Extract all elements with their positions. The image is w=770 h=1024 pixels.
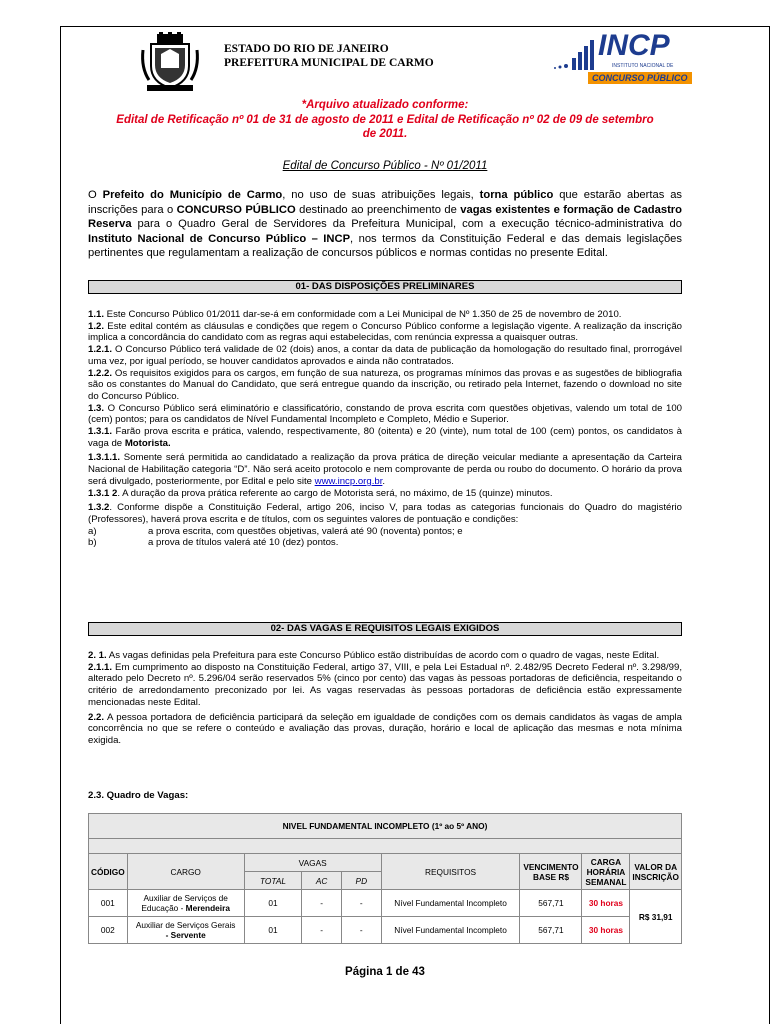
col-valor: VALOR DA INSCRIÇÃO (630, 854, 682, 890)
clause-2-1-1 (88, 662, 682, 709)
cell-ac: - (302, 890, 342, 917)
clause-number: 1.3.2 (88, 502, 110, 514)
cell-cargo (127, 917, 244, 944)
clause-text: . Conforme dispõe a Constituição Federal, artigo 206, inciso V, para todas as categorias funcionais do Quadro do magistério (Professores), haverá prova escrita e de títulos, com os seguintes valores de pontuação e condições: (88, 502, 682, 525)
cell-vencimento: 567,71 (520, 890, 582, 917)
col-codigo: CÓDIGO (89, 854, 128, 890)
logo-brand: INCP (598, 29, 670, 62)
col-cargo: CARGO (127, 854, 244, 890)
page-number: Página 1 de 43 (345, 966, 425, 978)
clause-2-2 (88, 712, 682, 747)
cell-cargo (127, 890, 244, 917)
clause-number: 1.3.1 2 (88, 487, 118, 499)
clause-1-2-1 (88, 344, 682, 367)
intro-paragraph (88, 188, 682, 261)
clause-number: 2.2. (88, 711, 105, 723)
clause-number: 1.3. (88, 402, 105, 414)
clause-1-3 (88, 403, 682, 426)
incp-logo (552, 30, 692, 88)
notice-line2: Edital de Retificação nº 01 de 31 de agosto de 2011 e Edital de Retificação nº 02 de 09 de setembro (116, 113, 654, 126)
table-spacer-row (89, 839, 682, 854)
col-vagas: VAGAS (244, 854, 381, 872)
clause-1-3-1 (88, 426, 682, 449)
clause-1-2 (88, 321, 682, 344)
clause-text: Este edital contém as cláusulas e condições que regem o Concurso Público conforme a legislação vigente. A realização da inscrição implica a concordância do candidato com as regras aqui estabelecidas, com renúncia expressa a quaisquer outras. (88, 320, 682, 344)
cell-pd: - (341, 890, 381, 917)
clause-text: O Concurso Público terá validade de 02 (dois) anos, a contar da data de publicação da homologação do resultado final, prorrogável uma vez, por igual período, se houver candidatos aprovados e ainda não contratados. (88, 344, 682, 367)
cell-codigo: 002 (89, 917, 128, 944)
intro-text: destinado ao preenchimento de (295, 203, 461, 216)
edital-title: Edital de Concurso Público - Nº 01/2011 (282, 160, 488, 172)
clause-text: O Concurso Público será eliminatório e classificatório, constando de prova escrita com questões objetivas, valendo um total de 100 (cem) pontos; para os candidatos de Nível Fundamental Incompleto e Completo, Médio e Superior. (88, 402, 682, 426)
clause-text: . (382, 475, 386, 487)
cell-requisitos: Nível Fundamental Incompleto (381, 917, 520, 944)
clause-1-3-1-1 (88, 452, 682, 487)
clause-text: Farão prova escrita e prática, valendo, respectivamente, 80 (oitenta) e 20 (vinte), num total de 100 (cem) pontos, os candidatos à vaga de (88, 426, 682, 449)
cell-valor: R$ 31,91 (630, 890, 682, 944)
section1-body (88, 309, 682, 549)
col-requisitos: REQUISITOS (381, 854, 520, 890)
cargo-text: Auxiliar de Serviços Gerais (135, 920, 236, 930)
header-state: ESTADO DO RIO DE JANEIRO (224, 43, 389, 55)
clause-1-3-1-2 (88, 488, 682, 500)
clause-text: . A duração da prova prática referente ao cargo de Motorista será, no máximo, de 15 (quinze) minutos. (117, 487, 553, 499)
section2-body (88, 650, 682, 747)
vagas-table (88, 813, 682, 944)
clause-text: Os requisitos exigidos para os cargos, em função de sua natureza, os programas mínimos das provas e as sugestões de bibliografia são os constantes do Manual do Candidato, que será entregue quando da inscrição, ou retirado pela Internet, fazendo o download no site do Concurso Público. (88, 367, 682, 402)
clause-bold: Motorista. (124, 437, 171, 449)
clause-number: 1.3.1. (88, 426, 113, 438)
cell-requisitos: Nível Fundamental Incompleto (381, 890, 520, 917)
clause-number: 1.2.2. (88, 367, 113, 379)
clause-number: 1.3.1.1. (88, 452, 121, 464)
cell-carga: 30 horas (582, 890, 630, 917)
clause-1-1 (88, 309, 682, 321)
col-carga: CARGA HORÁRIA SEMANAL (582, 854, 630, 890)
intro-text: para o Quadro Geral de Servidores da Prefeitura Municipal, com a execução técnico-administrativa do (131, 218, 682, 231)
col-pd: PD (341, 872, 381, 890)
header-prefeitura: PREFEITURA MUNICIPAL DE CARMO (224, 57, 434, 69)
intro-text: O (88, 189, 103, 201)
cell-vencimento: 567,71 (520, 917, 582, 944)
col-total: TOTAL (244, 872, 302, 890)
notice-line3: de 2011. (362, 128, 408, 140)
col-vencimento: VENCIMENTO BASE R$ (520, 854, 582, 890)
clause-2-3: 2.3. Quadro de Vagas: (88, 790, 189, 801)
incp-site-link[interactable]: www.incp.org.br (314, 475, 383, 487)
clause-number: 1.2.1. (88, 344, 113, 356)
intro-text: , nos termos da Constituição Federal e das demais legislações pertinentes que regulamentam a realização de concursos públicos e normas contidas no presente Edital. (88, 232, 682, 260)
cargo-text: Auxiliar de Serviços de Educação - (141, 893, 228, 913)
clause-text: Em cumprimento ao disposto na Constituição Federal, artigo 37, VIII, e pela Lei Estadual nº. 2.482/95 Decreto Federal nº. 3.298/99, alterado pelo Decreto nº. 5.296/04 serão reservados 5% (cinco por cento) das vagas às pessoas portadoras de deficiência, respeitando o critério de arredondamento preconizado por lei. As vagas reservadas às pessoas portadoras de deficiência estão expressamente mencionadas neste Edital. (88, 661, 682, 708)
clause-1-2-2 (88, 368, 682, 403)
intro-text: , no uso de suas atribuições legais, (282, 189, 480, 201)
intro-bold: Prefeito do Município de Carmo (102, 189, 283, 201)
table-header-row (89, 854, 682, 872)
clause-text: A pessoa portadora de deficiência participará da seleção em igualdade de condições com os demais candidatos às vagas de ampla concorrência no que se refere o conteúdo e avaliação das provas, duração, horário e local de aplicação das mesmas e nota mínima exigida. (88, 711, 682, 746)
col-ac: AC (302, 872, 342, 890)
logo-sub1: INSTITUTO NACIONAL DE (612, 63, 674, 69)
clause-1-3-2 (88, 502, 682, 525)
list-item-label: a) (88, 525, 97, 537)
list-item (88, 537, 682, 549)
clause-text: Somente será permitida ao candidatado a realização da prova prática de direção veicular mediante a apresentação da Carteira Nacional de Habilitação categoria “D”. Não será aceito protocolo e nem comprovante de perda ou roubo do documento. O horário da prova será divulgado, posteriormente, por Edital e pelo site (88, 452, 682, 487)
clause-number: 1.2. (88, 320, 105, 332)
cell-total: 01 (244, 917, 302, 944)
table-row (89, 890, 682, 917)
table-title: NIVEL FUNDAMENTAL INCOMPLETO (1º ao 5º ANO) (89, 814, 682, 839)
table-row (89, 917, 682, 944)
section-title: 02- DAS VAGAS E REQUISITOS LEGAIS EXIGIDOS (88, 622, 682, 636)
clause-text: As vagas definidas pela Prefeitura para este Concurso Público estão distribuídas de acordo com o quadro de vagas, neste Edital. (106, 650, 660, 661)
clause-number: 2.1.1. (88, 661, 113, 673)
list-item-label: b) (88, 537, 97, 549)
clause-number: 2. 1. (88, 650, 107, 661)
intro-bold: torna público (479, 189, 554, 201)
notice-line1: *Arquivo atualizado conforme: (301, 99, 469, 111)
intro-bold: CONCURSO PÚBLICO (176, 203, 296, 216)
cargo-bold: Merendeira (185, 903, 230, 913)
cell-total: 01 (244, 890, 302, 917)
update-notice (88, 98, 682, 142)
list-item (88, 526, 682, 538)
list-item-text: a prova escrita, com questões objetivas, valerá até 90 (noventa) pontos; e (148, 525, 463, 537)
logo-sub2: CONCURSO PÚBLICO (588, 72, 692, 84)
cargo-bold: - Servente (165, 930, 206, 940)
clause-2-1 (88, 650, 682, 662)
cell-carga: 30 horas (582, 917, 630, 944)
intro-bold: vagas existentes e formação de Cadastro Reserva (88, 203, 682, 231)
list-item-text: a prova de títulos valerá até 10 (dez) pontos. (148, 537, 339, 549)
intro-bold: Instituto Nacional de Concurso Público – INCP (88, 232, 351, 245)
cell-codigo: 001 (89, 890, 128, 917)
section-title: 01- DAS DISPOSIÇÕES PRELIMINARES (88, 280, 682, 294)
coat-of-arms-icon (139, 30, 201, 92)
clause-text: Este Concurso Público 01/2011 dar-se-á em conformidade com a Lei Municipal de Nº 1.350 de 25 de novembro de 2010. (104, 309, 622, 320)
table-spacer (89, 839, 682, 854)
intro-text: que estarão abertas as inscrições para o (88, 189, 683, 216)
cell-pd: - (341, 917, 381, 944)
clause-number: 1.1. (88, 309, 105, 320)
table-title-row (89, 814, 682, 839)
cell-ac: - (302, 917, 342, 944)
header-title (224, 42, 434, 70)
